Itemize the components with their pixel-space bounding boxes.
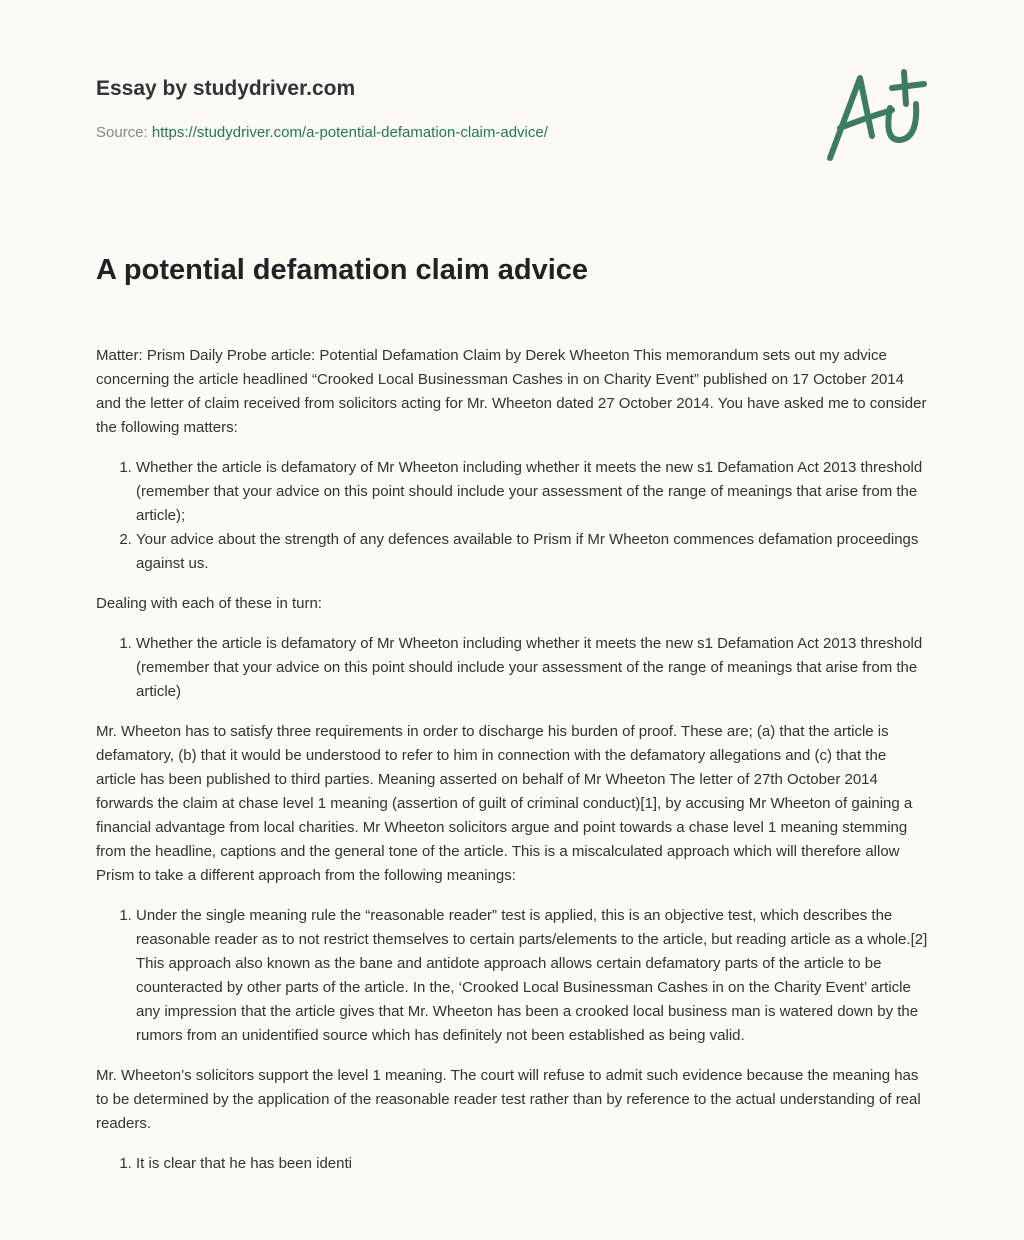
list-item: 1. Whether the article is defamatory of Mr Wheeton including whether it meets the new s1 Defamation Act 2013 threshold (remember that your advice on this point should include your assessment of the range of meanings that arise from the article) (136, 632, 928, 704)
a-plus-logo-icon (820, 66, 930, 166)
source-label: Source: (96, 124, 148, 141)
paragraph: Mr. Wheeton’s solicitors support the level 1 meaning. The court will refuse to admit such evidence because the meaning has to be determined by the application of the reasonable reader test rather than by reference to the actual understanding of real readers. (96, 1067, 921, 1132)
numbered-list (96, 904, 928, 1048)
matters-list (96, 456, 928, 576)
essay-body (96, 344, 928, 1192)
paragraph: Matter: Prism Daily Probe article: Potential Defamation Claim by Derek Wheeton This memorandum sets out my advice concerning the article headlined “Crooked Local Businessman Cashes in on Charity Event” published on 17 October 2014 and the letter of claim received from solicitors acting for Mr. Wheeton dated 27 October 2014. You have asked me to consider the following matters: (96, 347, 927, 436)
site-title: Essay by studydriver.com (96, 77, 356, 100)
page-title: A potential defamation claim advice (96, 254, 589, 286)
paragraph: Mr. Wheeton has to satisfy three requirements in order to discharge his burden of proof. These are; (a) that the article is defamatory, (b) that it would be understood to refer to him in connection with the defamatory allegations and (c) that the article has been published to third parties. Meaning asserted on behalf of Mr Wheeton The letter of 27th October 2014 forwards the claim at chase level 1 meaning (assertion of guilt of criminal conduct)[1], by accusing Mr Wheeton of gaining a financial advantage from local charities. Mr Wheeton solicitors argue and point towards a chase level 1 meaning stemming from the headline, captions and the general tone of the article. This is a miscalculated approach which will therefore allow Prism to take a different approach from the following meanings: (96, 723, 913, 884)
numbered-list (96, 632, 928, 704)
list-item: 1. Under the single meaning rule the “reasonable reader” test is applied, this is an objective test, which describes the reasonable reader as to not restrict themselves to certain parts/elements to the article, but reading article as a whole.[2] This approach also known as the bane and antidote approach allows certain defamatory parts of the article to be counteracted by other parts of the article. In the, ‘Crooked Local Businessman Cashes in on the Charity Event’ article any impression that the article gives that Mr. Wheeton has been a crooked local business man is watered down by the rumors from an unidentified source which has definitely not been established as being valid. (136, 904, 928, 1048)
paragraph: Dealing with each of these in turn: (96, 595, 322, 612)
source-link[interactable]: https://studydriver.com/a-potential-defamation-claim-advice/ (151, 124, 548, 141)
numbered-list (96, 1152, 928, 1176)
list-item: 1. It is clear that he has been identi (136, 1152, 928, 1176)
list-item: 1. Whether the article is defamatory of Mr Wheeton including whether it meets the new s1 Defamation Act 2013 threshold (remember that your advice on this point should include your assessment of the range of meanings that arise from the article); (136, 456, 928, 528)
source-line (96, 124, 548, 141)
list-item: 2. Your advice about the strength of any defences available to Prism if Mr Wheeton commences defamation proceedings against us. (136, 528, 928, 576)
